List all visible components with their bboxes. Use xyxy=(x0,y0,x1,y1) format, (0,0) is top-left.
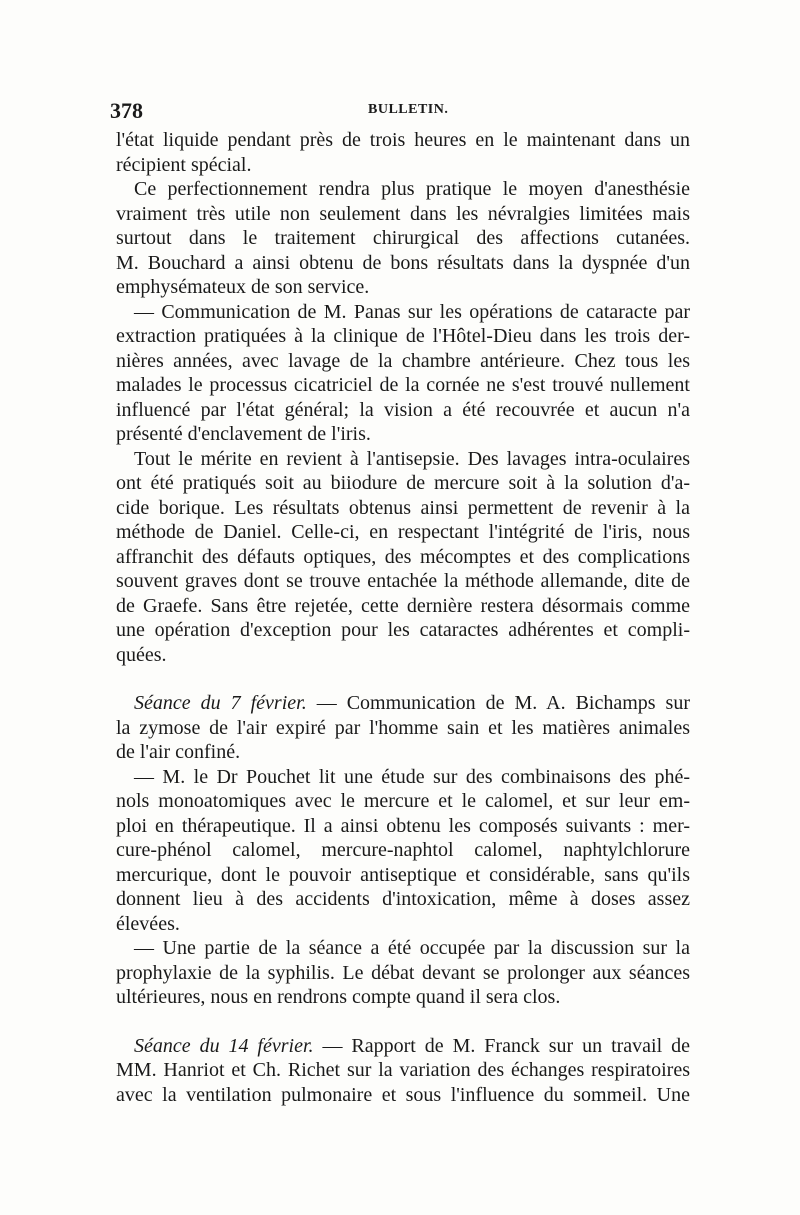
text-line: vraiment très utile non seulement dans les névralgies limitées mais xyxy=(116,202,690,225)
text-line: l'état liquide pendant près de trois heures en le maintenant dans un xyxy=(116,129,690,151)
text-line: prophylaxie de la syphilis. Le débat devant se prolonger aux séances xyxy=(116,961,690,984)
text-line: M. Bouchard a ainsi obtenu de bons résultats dans la dyspnée d'un xyxy=(116,251,690,274)
text-line: une opération d'exception pour les cataractes adhérentes et compli- xyxy=(116,619,690,641)
text-line: MM. Hanriot et Ch. Richet sur la variation des échanges respiratoires xyxy=(116,1059,690,1081)
text-line: — Communication de M. Panas sur les opérations de cataracte par xyxy=(134,300,690,323)
text-line: Ce perfectionnement rendra plus pratique le moyen d'anesthésie xyxy=(134,178,690,200)
section-gap xyxy=(116,667,690,691)
text-line: malades le processus cicatriciel de la cornée ne s'est trouvé nullement xyxy=(116,374,690,396)
text-line: la zymose de l'air expiré par l'homme sain et les matières animales xyxy=(116,716,690,739)
text-line: de Graefe. Sans être rejetée, cette dernière restera désormais comme xyxy=(116,594,690,617)
page-header xyxy=(110,98,690,126)
session-line xyxy=(116,1034,690,1059)
text-line: souvent graves dont se trouve entachée la méthode allemande, dite de xyxy=(116,570,690,592)
text-line: de l'air confiné. xyxy=(116,741,241,763)
text-line: ploi en thérapeutique. Il a ainsi obtenu les composés suivants : mer- xyxy=(116,814,690,837)
text-line: avec la ventilation pulmonaire et sous l'influence du sommeil. Une xyxy=(116,1083,690,1106)
text-line: ultérieures, nous en rendrons compte quand il sera clos. xyxy=(116,986,561,1008)
text-line: influencé par l'état général; la vision a été recouvrée et aucun n'a xyxy=(116,398,690,421)
running-head: BULLETIN. xyxy=(368,102,449,117)
text-line: ont été pratiqués soit au biiodure de mercure soit à la solution d'a- xyxy=(116,472,690,494)
text-line: mercurique, dont le pouvoir antiseptique et considérable, sans qu'ils xyxy=(116,863,690,886)
session-line xyxy=(116,691,690,716)
text-line: récipient spécial. xyxy=(116,153,252,176)
text-line: cure-phénol calomel, mercure-naphtol calomel, naphtylchlorure xyxy=(116,839,690,861)
text-line: méthode de Daniel. Celle-ci, en respectant l'intégrité de l'iris, nous xyxy=(116,521,690,543)
text-line: nols monoatomiques avec le mercure et le calomel, et sur leur em- xyxy=(116,790,690,812)
session-date: Séance du 7 février. xyxy=(134,692,307,714)
text-line: — M. le Dr Pouchet lit une étude sur des combinaisons des phé- xyxy=(134,765,690,788)
text-line: surtout dans le traitement chirurgical des affections cutanées. xyxy=(116,227,690,249)
section-gap xyxy=(116,1010,690,1034)
text-line: élevées. xyxy=(116,912,180,935)
text-line: cide borique. Les résultats obtenus ainsi permettent de revenir à la xyxy=(116,496,690,519)
session-text: — Rapport de M. Franck sur un travail de xyxy=(313,1034,690,1057)
session-text: — Communication de M. A. Bichamps sur xyxy=(306,692,690,714)
page-number: 378 xyxy=(110,98,143,123)
text-line: — Une partie de la séance a été occupée par la discussion sur la xyxy=(134,937,690,959)
text-line: Tout le mérite en revient à l'antisepsie. Des lavages intra-oculaires xyxy=(134,447,690,470)
session-date: Séance du 14 février. xyxy=(134,1034,314,1057)
text-line: quées. xyxy=(116,643,167,666)
body-text xyxy=(116,128,690,1107)
text-line: affranchit des défauts optiques, des mécomptes et des complications xyxy=(116,545,690,568)
text-line: donnent lieu à des accidents d'intoxication, même à doses assez xyxy=(116,888,690,910)
text-line: présenté d'enclavement de l'iris. xyxy=(116,423,371,445)
text-line: nières années, avec lavage de la chambre antérieure. Chez tous les xyxy=(116,349,690,372)
text-line: extraction pratiquées à la clinique de l'Hôtel-Dieu dans les trois der- xyxy=(116,325,690,347)
text-line: emphysémateux de son service. xyxy=(116,276,370,298)
